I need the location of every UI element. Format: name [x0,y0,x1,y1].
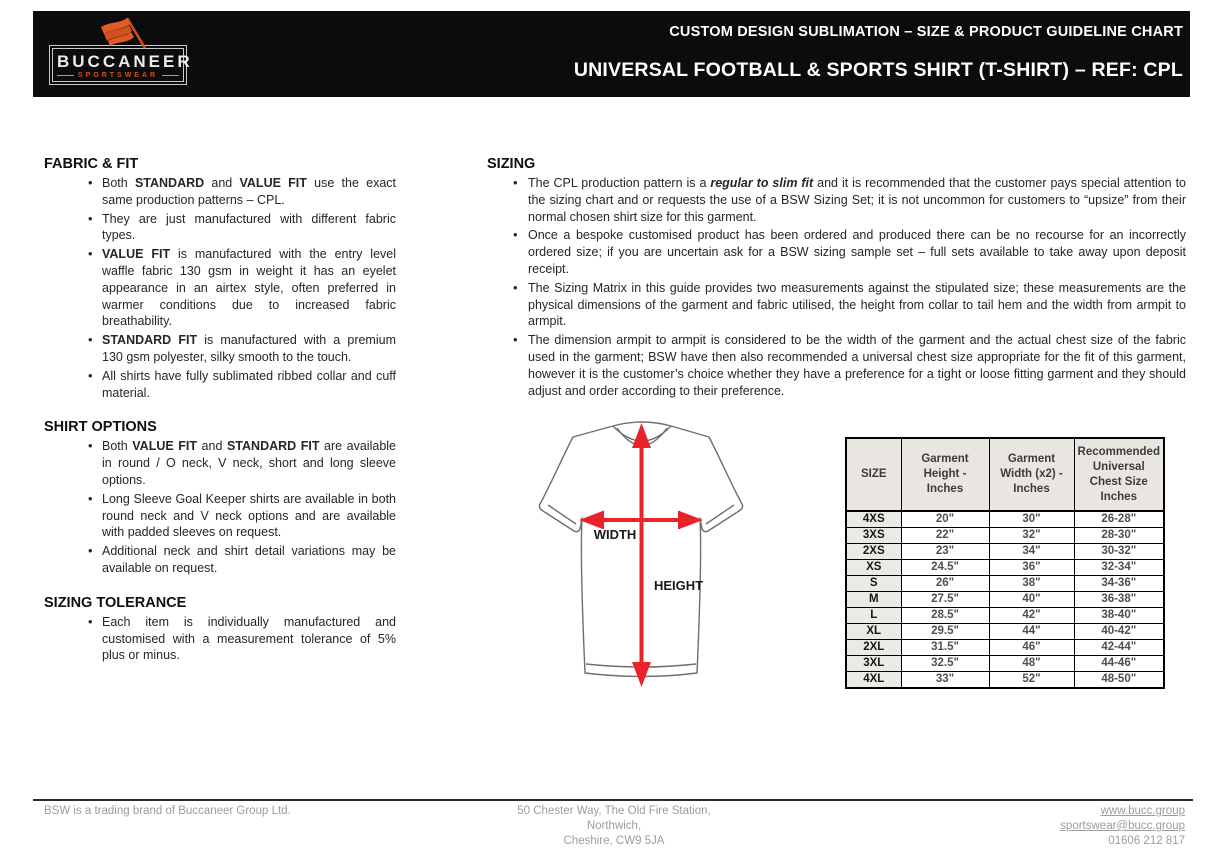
size-label: 3XL [846,656,901,672]
size-table-row [846,511,1164,528]
fabric-fit-bullets [44,175,396,401]
address-line-2: Northwich, [586,819,642,832]
size-table-container [845,437,1165,689]
size-label: S [846,576,901,592]
size-table-row [846,640,1164,656]
size-value: 34" [989,544,1074,560]
col-header-width: Garment Width (x2) - Inches [989,438,1074,511]
tshirt-measurement-diagram [523,408,777,700]
size-value: 42-44" [1074,640,1164,656]
section-title-fabric-fit: FABRIC & FIT [44,156,139,172]
size-label: 3XS [846,528,901,544]
col-header-size: SIZE [846,438,901,511]
size-table-header-row [846,438,1164,511]
footer-contact [1060,804,1185,848]
size-label: 4XL [846,672,901,689]
bullet-item: • The dimension armpit to armpit is considered to be the width of the garment and the actual chest size of the fabric used in the garment; BSW have then also recommended a universal chest size appropriate for the fit of this garment, however it is the customer’s choice whether they have a preference for a tight or loose fitting garment and they should adjust and order according to their preference. [513,332,1186,399]
size-table [845,437,1165,689]
logo-frame-inner [52,48,193,82]
size-value: 30-32" [1074,544,1164,560]
website-link[interactable]: www.bucc.group [1100,805,1185,817]
bullet-item: • They are just manufactured with different fabric types. [88,211,396,245]
size-value: 29.5" [901,624,989,640]
footer-divider [33,799,1193,801]
size-value: 26-28" [1074,511,1164,528]
size-table-row [846,672,1164,689]
header-bar [33,11,1190,97]
bullet-item: • VALUE FIT is manufactured with the entry level waffle fabric 130 gsm in weight it has an eyelet appearance in an airtex style, often preferred in warmer conditions due to increased fabric breathability. [88,246,396,330]
logo-sub-row [57,72,179,79]
size-label: XS [846,560,901,576]
size-value: 20" [901,511,989,528]
size-value: 32" [989,528,1074,544]
size-value: 36" [989,560,1074,576]
sizing-bullets [487,175,1186,399]
document-subtitle: CUSTOM DESIGN SUBLIMATION – SIZE & PRODUCT GUIDELINE CHART [669,24,1183,40]
size-value: 32.5" [901,656,989,672]
footer-trading-note: BSW is a trading brand of Buccaneer Group Ltd. [44,805,291,817]
size-value: 40-42" [1074,624,1164,640]
logo-brand-text: BUCCANEER [57,52,193,71]
footer-address [414,804,814,848]
size-value: 38-40" [1074,608,1164,624]
phone-number: 01606 212 817 [1108,834,1185,847]
bullet-item: • Both VALUE FIT and STANDARD FIT are available in round / O neck, V neck, short and long sleeve options. [88,438,396,488]
size-table-row [846,608,1164,624]
size-value: 48" [989,656,1074,672]
size-value: 48-50" [1074,672,1164,689]
size-table-row [846,544,1164,560]
size-label: L [846,608,901,624]
size-value: 30" [989,511,1074,528]
size-value: 46" [989,640,1074,656]
size-table-row [846,560,1164,576]
size-value: 28-30" [1074,528,1164,544]
right-column [487,156,1186,417]
size-value: 28.5" [901,608,989,624]
section-title-shirt-options: SHIRT OPTIONS [44,419,157,436]
size-value: 23" [901,544,989,560]
size-value: 22" [901,528,989,544]
section-fabric-fit [44,156,396,401]
bullet-item: • Additional neck and shirt detail variations may be available on request. [88,543,396,577]
size-value: 27.5" [901,592,989,608]
sizing-tolerance-bullets [44,614,396,664]
address-line-1: 50 Chester Way, The Old Fire Station, [517,805,711,817]
size-value: 42" [989,608,1074,624]
shirt-options-bullets [44,438,396,576]
bullet-item: • All shirts have fully sublimated ribbed collar and cuff material. [88,368,396,402]
size-table-row [846,576,1164,592]
section-title-sizing: SIZING [487,156,536,172]
section-title-sizing-tolerance: SIZING TOLERANCE [44,594,187,611]
size-value: 52" [989,672,1074,689]
bullet-item: • Once a bespoke customised product has been ordered and produced there can be no recourse for an incorrectly ordered size; if you are uncertain ask for a BSW sizing sample set – full sets available to take away upon deposit receipt. [513,227,1186,277]
bullet-item: • Long Sleeve Goal Keeper shirts are available in both round neck and V neck options and are available with padded sleeves on request. [88,491,396,541]
size-table-row [846,624,1164,640]
col-header-height: Garment Height - Inches [901,438,989,511]
bullet-item: • The Sizing Matrix in this guide provides two measurements against the stipulated size; these measurements are the physical dimensions of the garment and fabric utilised, the height from collar to tail hem and the width from armpit to armpit. [513,280,1186,330]
header-titles [574,24,1183,82]
flag-icon [83,14,155,50]
size-label: M [846,592,901,608]
size-table-row [846,592,1164,608]
email-link[interactable]: sportswear@bucc.group [1060,819,1185,832]
document-title: UNIVERSAL FOOTBALL & SPORTS SHIRT (T-SHIRT) – REF: CPL [573,59,1183,81]
width-label: WIDTH [593,527,637,542]
height-label: HEIGHT [654,578,704,593]
size-label: 2XS [846,544,901,560]
size-value: 34-36" [1074,576,1164,592]
left-column [44,156,396,682]
size-table-row [846,528,1164,544]
size-label: 2XL [846,640,901,656]
size-value: 36-38" [1074,592,1164,608]
size-value: 24.5" [901,560,989,576]
bullet-item: • Both STANDARD and VALUE FIT use the exact same production patterns – CPL. [88,175,396,209]
size-value: 31.5" [901,640,989,656]
buccaneer-logo [49,45,193,85]
section-sizing [487,156,1186,399]
size-label: XL [846,624,901,640]
size-value: 32-34" [1074,560,1164,576]
section-shirt-options [44,419,396,576]
size-value: 26" [901,576,989,592]
bullet-item: • Each item is individually manufactured and customised with a measurement tolerance of 5% plus or minus. [88,614,396,664]
section-sizing-tolerance [44,595,396,664]
bullet-item: • The CPL production pattern is a regular to slim fit and it is recommended that the customer pays special attention to the sizing chart and or requests the use of a BSW Sizing Set; it is not uncommon for customers to “upsize” from their normal chosen shirt size for this garment. [513,175,1186,225]
bullet-item: • STANDARD FIT is manufactured with a premium 130 gsm polyester, silky smooth to the touch. [88,332,396,366]
size-value: 33" [901,672,989,689]
address-line-3: Cheshire, CW9 5JA [563,834,665,847]
size-value: 38" [989,576,1074,592]
col-header-chest: Recommended Universal Chest Size Inches [1074,438,1164,511]
size-label: 4XS [846,511,901,528]
logo-sub-text: SPORTSWEAR [77,72,159,79]
size-table-row [846,656,1164,672]
size-value: 40" [989,592,1074,608]
logo-frame [49,45,193,85]
size-value: 44" [989,624,1074,640]
size-value: 44-46" [1074,656,1164,672]
